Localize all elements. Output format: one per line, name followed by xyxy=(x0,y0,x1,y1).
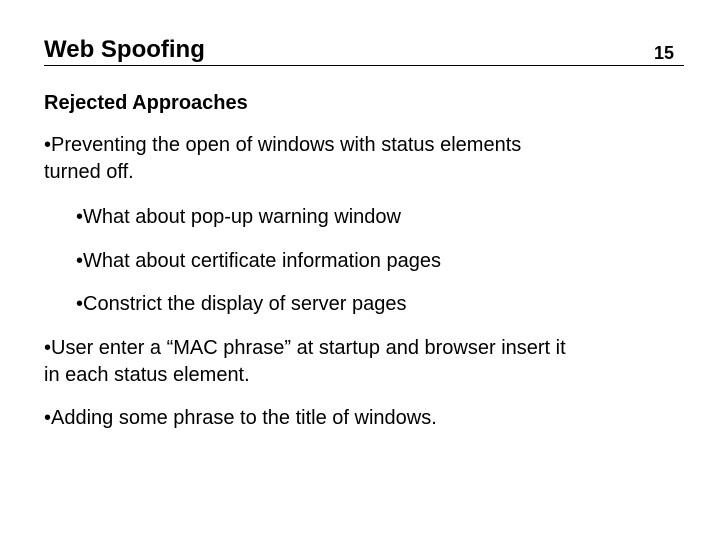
bullet-line: in each status element. xyxy=(44,364,250,386)
section-heading: Rejected Approaches xyxy=(44,92,248,114)
sub-bullet-popup-warning: •What about pop-up warning window xyxy=(76,206,401,228)
bullet-mac-phrase xyxy=(44,335,566,389)
title-divider xyxy=(44,65,684,66)
bullet-line: •User enter a “MAC phrase” at startup and browser insert it xyxy=(44,337,566,359)
bullet-line: •Preventing the open of windows with status elements xyxy=(44,134,522,156)
slide-title: Web Spoofing xyxy=(44,36,205,63)
bullet-window-title-phrase xyxy=(44,405,437,432)
slide-number: 15 xyxy=(654,43,675,63)
bullet-line: •Adding some phrase to the title of windows. xyxy=(44,407,437,429)
bullet-line: turned off. xyxy=(44,161,134,183)
sub-bullet-constrict-display: •Constrict the display of server pages xyxy=(76,293,407,315)
sub-bullet-certificate-pages: •What about certificate information pages xyxy=(76,250,441,272)
bullet-preventing-windows xyxy=(44,132,521,186)
